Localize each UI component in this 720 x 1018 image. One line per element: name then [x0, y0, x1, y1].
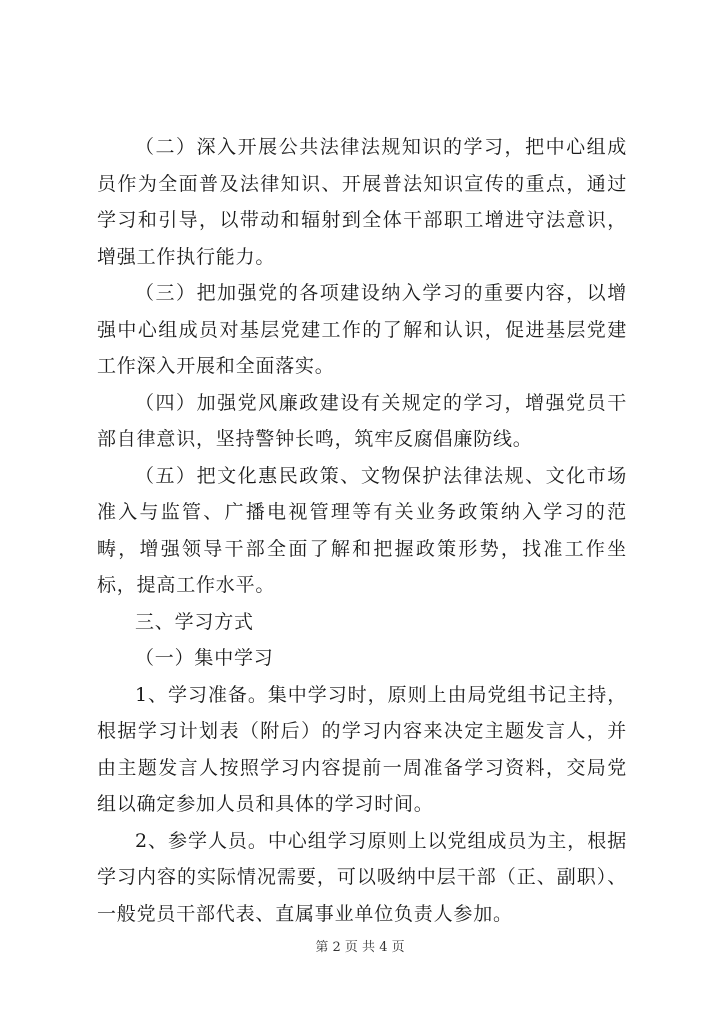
page-number-footer: 第 2 页 共 4 页	[315, 940, 405, 955]
paragraph-participants: 2、参学人员。中心组学习原则上以党组成员为主，根据学习内容的实际情况需要，可以吸纳中层干部（正、副职）、一般党员干部代表、直属事业单位负责人参加。	[97, 829, 627, 925]
paragraph-study-preparation: 1、学习准备。集中学习时，原则上由局党组书记主持，根据学习计划表（附后）的学习内容来决定主题发言人，并由主题发言人按照学习内容提前一周准备学习资料，交局党组以确定参加人员和具体的学习时间。	[97, 683, 627, 815]
document-body	[97, 129, 627, 932]
paragraph-section-5: （五）把文化惠民政策、文物保护法律法规、文化市场准入与监管、广播电视管理等有关业务政策纳入学习的范畴，增强领导干部全面了解和把握政策形势，找准工作坐标，提高工作水平。	[97, 464, 627, 596]
paragraph-section-2: （二）深入开展公共法律法规知识的学习，把中心组成员作为全面普及法律知识、开展普法知识宣传的重点，通过学习和引导，以带动和辐射到全体干部职工增进守法意识，增强工作执行能力。	[97, 136, 627, 268]
heading-study-methods: 三、学习方式	[135, 610, 254, 633]
paragraph-section-3: （三）把加强党的各项建设纳入学习的重要内容，以增强中心组成员对基层党建工作的了解和认识，促进基层党建工作深入开展和全面落实。	[97, 282, 627, 377]
heading-centralized-study: （一）集中学习	[135, 647, 274, 669]
paragraph-section-4: （四）加强党风廉政建设有关规定的学习，增强党员干部自律意识，坚持警钟长鸣，筑牢反腐倡廉防线。	[97, 391, 627, 450]
